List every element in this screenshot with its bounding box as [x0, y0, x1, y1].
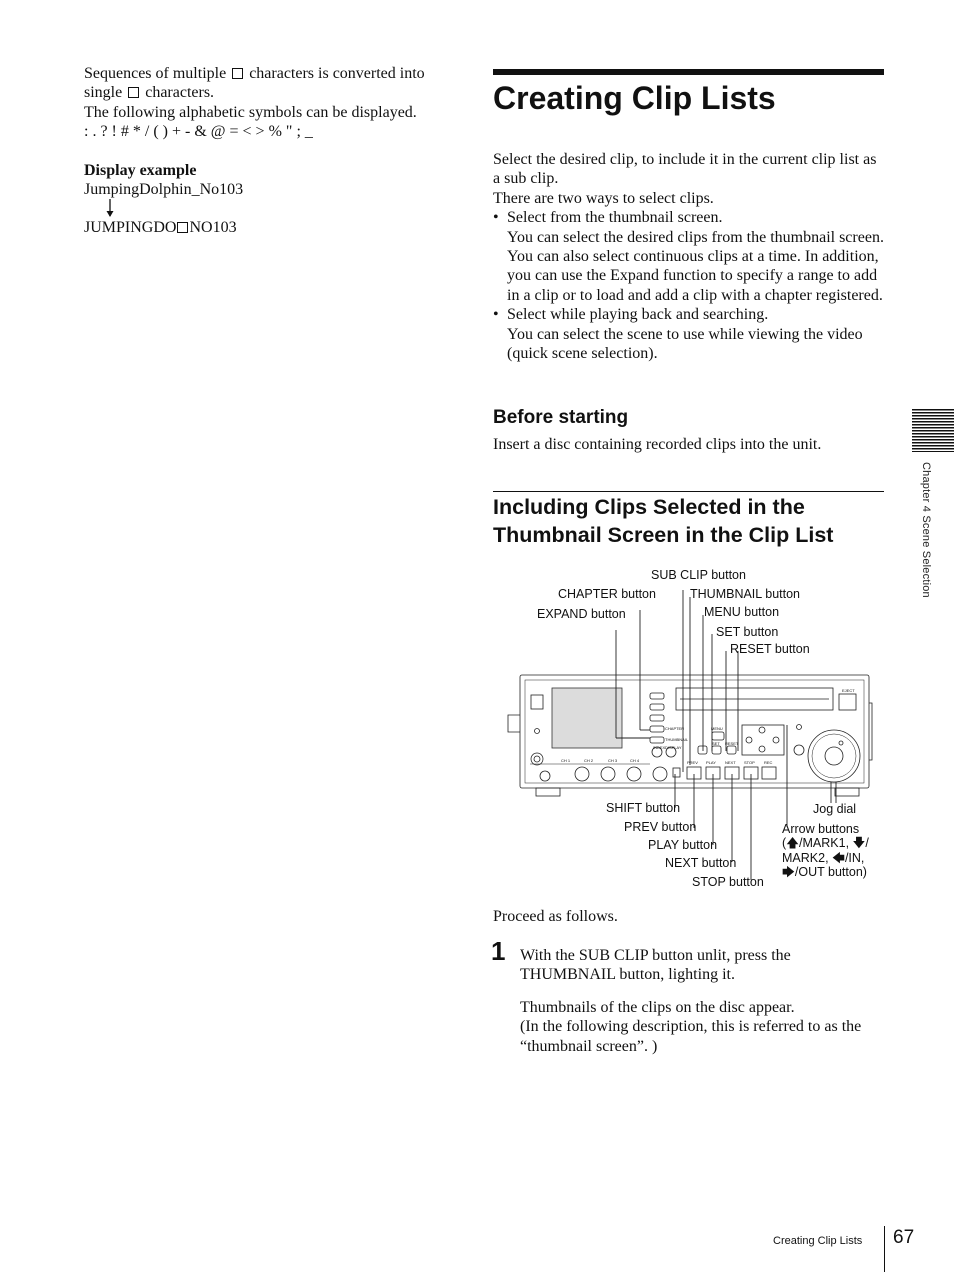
- callout-play: PLAY button: [648, 838, 718, 852]
- front-panel-figure: [500, 560, 890, 890]
- footer-title: Creating Clip Lists: [773, 1235, 863, 1247]
- callout-jog-dial: Jog dial: [813, 802, 857, 816]
- list-item: • Select while playing back and searching. You can select the scene to use while viewing the video (quick scene selection).: [493, 306, 863, 363]
- section-heading: Including Clips Selected in the Thumbnail Screen in the Clip List: [493, 495, 834, 547]
- section-rule: [493, 491, 884, 492]
- square-char-icon: [232, 68, 243, 79]
- character-conversion-note: Sequences of multiple characters is converted into single characters.: [84, 65, 425, 102]
- panel-label: MENU: [711, 726, 723, 731]
- proceed-text: Proceed as follows.: [493, 908, 618, 925]
- arrow-left-icon: 🡄: [832, 850, 845, 865]
- page-number: 67: [893, 1227, 915, 1248]
- display-example-heading: Display example: [84, 161, 197, 179]
- callout-reset: RESET button: [730, 642, 810, 656]
- down-arrow-icon: [102, 199, 122, 218]
- chapter-tab-label: Chapter 4 Scene Selection: [920, 462, 932, 598]
- step-number: 1: [491, 936, 506, 966]
- example-output: JUMPINGDO NO103: [84, 219, 237, 237]
- panel-label: RESET: [725, 741, 739, 746]
- panel-label: EJECT: [842, 688, 855, 693]
- callout-chapter: CHAPTER button: [558, 587, 656, 601]
- page-title: Creating Clip Lists: [493, 80, 776, 116]
- panel-label: CH 1: [561, 758, 571, 763]
- footer-rule: [884, 1226, 885, 1272]
- step-instruction: With the SUB CLIP button unlit, press the THUMBNAIL button, lighting it.: [520, 947, 791, 984]
- callout-next: NEXT button: [665, 856, 737, 870]
- callout-arrow-buttons: Arrow buttons (🡅/MARK1, 🡇/ MARK2, 🡄/IN, 🡆/OUT button): [782, 822, 869, 879]
- panel-label: SET: [712, 741, 720, 746]
- callout-stop: STOP button: [692, 875, 764, 889]
- panel-label: DISPLAY: [665, 745, 682, 750]
- arrow-down-icon: 🡇: [852, 836, 866, 851]
- intro-paragraph: Select the desired clip, to include it in the current clip list as a sub clip.: [493, 151, 877, 188]
- callout-shift: SHIFT button: [606, 801, 681, 815]
- arrow-right-icon: 🡆: [782, 864, 795, 879]
- arrow-up-icon: 🡅: [786, 836, 800, 851]
- step-note: (In the following description, this is referred to as the “thumbnail screen”. ): [520, 1018, 862, 1055]
- panel-label: CH 3: [608, 758, 618, 763]
- panel-label: PLAY: [706, 760, 716, 765]
- intro-paragraph: There are two ways to select clips.: [493, 189, 714, 207]
- left-column: [84, 64, 454, 238]
- symbols-note: The following alphabetic symbols can be displayed.: [84, 103, 417, 121]
- title-rule: [493, 69, 884, 75]
- panel-label: CH 2: [584, 758, 594, 763]
- intro-text: [493, 150, 885, 363]
- panel-label: CHAPTER: [665, 726, 685, 731]
- step-1-body: [520, 946, 886, 1056]
- panel-label: PREV: [687, 760, 698, 765]
- callout-menu: MENU button: [704, 605, 780, 619]
- square-char-icon: [128, 87, 139, 98]
- example-input: JumpingDolphin_No103: [84, 181, 244, 199]
- before-starting-text: Insert a disc containing recorded clips into the unit.: [493, 436, 822, 453]
- list-item: • Select from the thumbnail screen. You can select the desired clips from the thumbnail screen. You can also select continuous clips at a time. In addition, you can use the Expand function to specify a range to add in a clip or to load and add a clip with a chapter registered.: [493, 209, 884, 304]
- panel-label: REC: [764, 760, 773, 765]
- panel-label: NEXT: [725, 760, 736, 765]
- callout-sub-clip: SUB CLIP button: [651, 568, 746, 582]
- step-result: Thumbnails of the clips on the disc appear.: [520, 998, 795, 1016]
- symbols-list: : . ? ! # * / ( ) + - & @ = < > % " ; _: [84, 123, 313, 141]
- callout-prev: PREV button: [624, 820, 697, 834]
- chapter-tab-marker: [912, 409, 954, 452]
- callout-expand: EXPAND button: [537, 607, 626, 621]
- callout-thumbnail: THUMBNAIL button: [690, 587, 800, 601]
- square-char-icon: [177, 222, 188, 233]
- panel-label: INDEX: [653, 745, 666, 750]
- panel-label: CH 4: [630, 758, 640, 763]
- callout-set: SET button: [716, 625, 779, 639]
- panel-label: STOP: [744, 760, 755, 765]
- before-starting-heading: Before starting: [493, 407, 629, 428]
- panel-label: THUMBNAIL: [665, 737, 689, 742]
